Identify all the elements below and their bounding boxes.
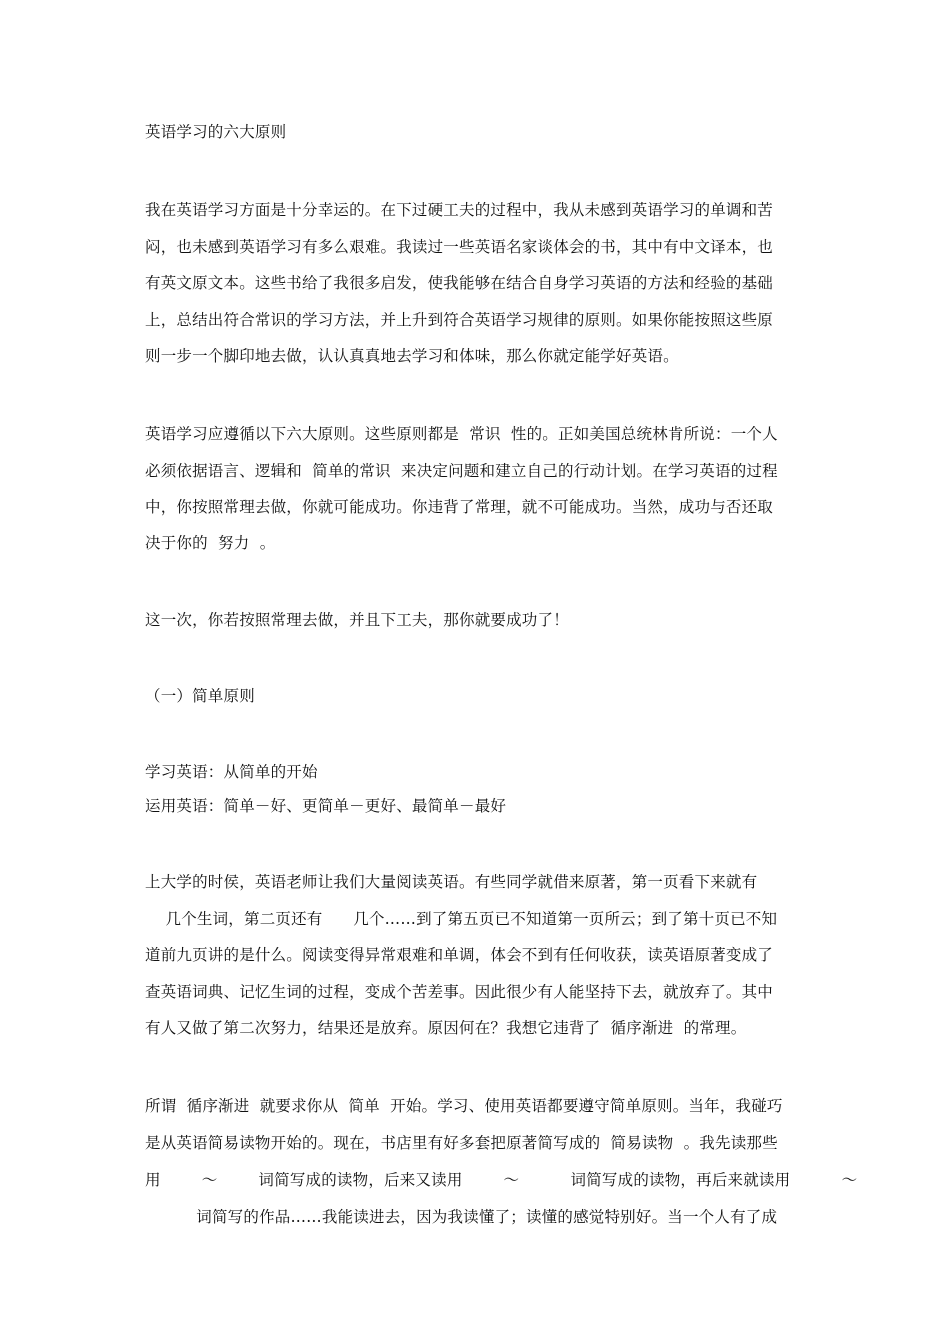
paragraph-success: 这一次，你若按照常理去做，并且下工夫，那你就要成功了！ [145,611,569,629]
text-line: 上，总结出符合常识的学习方法，并上升到符合英语学习规律的原则。如果你能按照这些原 [145,311,774,329]
text-line: 词简写的作品……我能读进去，因为我读懂了；读懂的感觉特别好。当一个人有了成 [145,1208,778,1226]
text-line: 上大学的时侯，英语老师让我们大量阅读英语。有些同学就借来原著，第一页看下来就有 [145,873,758,891]
text-line: 是从英语简易读物开始的。现在，书店里有好多套把原著简写成的 简易读物 。我先读那些 [145,1134,778,1152]
text-line: 有人又做了第二次努力，结果还是放弃。原因何在？我想它违背了 循序渐进 的常理。 [145,1019,747,1037]
text-line: 有英文原文本。这些书给了我很多启发，使我能够在结合自身学习英语的方法和经验的基础 [145,274,774,292]
text-line: 则一步一个脚印地去做，认认真真地去学习和体味，那么你就定能学好英语。 [145,347,679,365]
text-line: 用 ～ 词简写成的读物，后来又读用 ～ 词简写成的读物，再后来就读用 ～ [145,1171,858,1189]
principle-item: 学习英语：从简单的开始 [145,763,318,781]
text-line: 英语学习应遵循以下六大原则。这些原则都是 常识 性的。正如美国总统林肯所说：一个人 [145,425,778,443]
text-line: 必须依据语言、逻辑和 简单的常识 来决定问题和建立自己的行动计划。在学习英语的过程 [145,462,778,480]
text-line: 中，你按照常理去做，你就可能成功。你违背了常理，就不可能成功。当然，成功与否还取 [145,498,774,516]
text-line: 闷，也未感到英语学习有多么艰难。我读过一些英语名家谈体会的书，其中有中文译本，也 [145,238,774,256]
text-line: 决于你的 努力 。 [145,534,276,552]
section-heading: （一）简单原则 [145,687,255,705]
text-line: 道前九页讲的是什么。阅读变得异常艰难和单调，体会不到有任何收获，读英语原著变成了 [145,946,774,964]
text-line: 几个生词，第二页还有 几个……到了第五页已不知道第一页所云；到了第十页已不知 [145,910,778,928]
text-line: 所谓 循序渐进 就要求你从 简单 开始。学习、使用英语都要遵守简单原则。当年，我碰巧 [145,1097,783,1115]
principle-item: 运用英语：简单－好、更简单－更好、最简单－最好 [145,797,507,815]
document-title: 英语学习的六大原则 [145,123,287,141]
text-line: 我在英语学习方面是十分幸运的。在下过硬工夫的过程中，我从未感到英语学习的单调和苦 [145,201,774,219]
text-line: 查英语词典、记忆生词的过程，变成个苦差事。因此很少有人能坚持下去，就放弃了。其中 [145,983,774,1001]
